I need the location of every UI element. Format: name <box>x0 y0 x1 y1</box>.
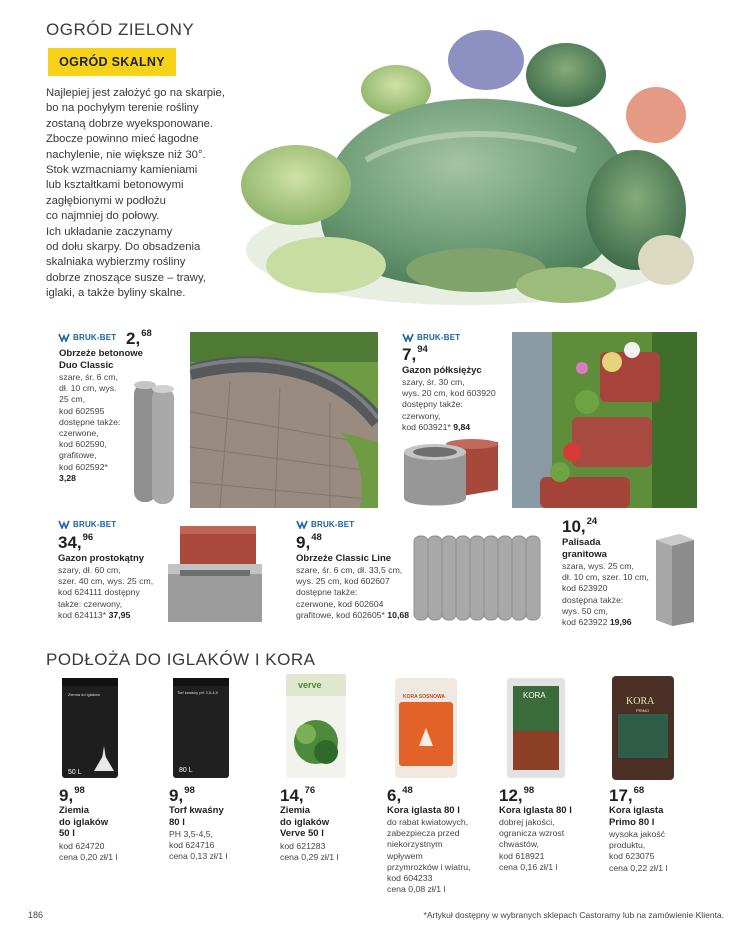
half-moon-planter-image <box>402 438 502 510</box>
intro-line: lub kształtkami betonowymi <box>46 179 184 192</box>
intro-line: Zbocze powinno mieć łagodne <box>46 133 199 146</box>
desc-line: kod 604233 <box>387 873 433 884</box>
desc-line: cena 0,20 zł/1 l <box>59 852 118 863</box>
product-name <box>169 805 224 828</box>
desc-line: szara, wys. 25 cm, <box>562 561 634 571</box>
desc-line: kod 624113* <box>58 609 107 620</box>
planter-flowers-photo <box>512 332 697 508</box>
brand-mark-icon <box>58 520 70 529</box>
price-cents: 24 <box>586 516 598 527</box>
desc-line: kod 621283 <box>280 841 326 851</box>
desc-line: dł. 10 cm, wys. <box>59 383 117 394</box>
price-main: 12, <box>499 786 523 805</box>
price-cents: 68 <box>141 328 152 339</box>
price-main: 17, <box>609 786 633 805</box>
price-main: 10, <box>562 517 586 536</box>
desc-line: 25 cm, <box>59 394 86 405</box>
desc-line: kod 624720 <box>59 841 105 851</box>
brand-mark-icon <box>402 333 414 342</box>
brand-name: BRUK-BET <box>73 333 117 342</box>
desc-line: czerwony, <box>402 410 441 421</box>
price <box>402 346 428 364</box>
brand-logo <box>296 520 354 529</box>
intro-line: co najmniej do połowy. <box>46 210 160 223</box>
product-description <box>499 817 564 873</box>
desc-line: dostępne także: <box>59 416 121 427</box>
bag-subtitle: PRIMO <box>636 708 650 713</box>
product-name-line: Obrzeże Classic Line <box>296 553 392 564</box>
price-cents: 96 <box>82 532 94 543</box>
desc-line: kod 623075 <box>609 851 655 862</box>
price <box>387 787 413 805</box>
alt-price: 10,68 <box>387 609 410 620</box>
desc-line: szer. 40 cm, wys. 25 cm, <box>58 576 154 587</box>
conifer-soil-bag-image <box>60 676 120 780</box>
product-name-line: Ziemia <box>280 805 311 816</box>
desc-line: kod 624716 <box>169 840 215 851</box>
desc-line: wys. 50 cm, <box>562 605 608 616</box>
brand-name: BRUK-BET <box>417 333 461 342</box>
product-description <box>59 372 120 484</box>
desc-line: dostępny także: <box>402 399 463 410</box>
price <box>126 330 152 348</box>
product-name <box>562 537 607 560</box>
product-description <box>402 377 496 433</box>
desc-line: cena 0,08 zł/1 l <box>387 884 446 895</box>
product-description <box>609 829 667 874</box>
intro-line: bo na pochyłym terenie rośliny <box>46 102 199 115</box>
desc-line: kod 602595 <box>59 405 105 416</box>
product-name-line: Obrzeże betonowe <box>59 348 143 359</box>
bag-volume-label: 80 L <box>179 767 193 774</box>
page-number: 186 <box>28 910 44 920</box>
product-name <box>499 805 572 817</box>
price <box>58 534 93 552</box>
product-name-line: Kora iglasta <box>609 805 664 816</box>
product-name-line: Primo 80 l <box>609 816 655 828</box>
bag-top-text: Ziemia do iglaków <box>68 692 101 697</box>
price-cents: 94 <box>417 344 428 355</box>
product-name-line: Duo Classic <box>59 359 114 371</box>
price <box>59 787 85 805</box>
product-name <box>280 805 329 840</box>
intro-line: dobrze znoszące susze – trawy, <box>46 271 206 284</box>
desc-line: wys. 25 cm, kod 602607 <box>296 576 390 587</box>
verve-soil-bag-image <box>284 672 348 780</box>
product-name-line: Gazon półksiężyc <box>402 365 482 376</box>
desc-line: ogranicza wzrost <box>499 828 565 839</box>
desc-line: także: czerwony, <box>58 598 123 609</box>
classic-line-edging-image <box>412 532 544 624</box>
product-name-line: 80 l <box>169 816 185 828</box>
desc-line: szare, śr. 6 cm, <box>59 372 118 382</box>
bag-product-label: KORA <box>523 691 546 700</box>
desc-line: szare, śr. 6 cm, dł. 33,5 cm, <box>296 565 403 575</box>
price <box>499 787 534 805</box>
alt-price: 3,28 <box>59 472 76 483</box>
pine-bark-bag-image <box>393 676 459 780</box>
edging-installation-photo <box>190 332 378 508</box>
brand-logo <box>58 333 116 342</box>
intro-line: od dołu skarpy. Do obsadzenia <box>46 241 201 254</box>
product-name <box>58 553 144 565</box>
brand-name: BRUK-BET <box>311 520 355 529</box>
desc-line: dostępna także: <box>562 594 624 605</box>
intro-line: zostaną dobrze wyeksponowane. <box>46 117 214 130</box>
desc-line: czerwone, kod 602604 <box>296 598 384 609</box>
desc-line: cena 0,13 zł/1 l <box>169 851 228 862</box>
section-title: PODŁOŻA DO IGLAKÓW I KORA <box>46 650 316 669</box>
brand-name: BRUK-BET <box>73 520 117 529</box>
intro-line: nachylenie, nie większe niż 30°. <box>46 148 206 161</box>
alt-price: 37,95 <box>108 609 131 620</box>
brand-logo <box>58 520 116 529</box>
price-main: 9, <box>296 533 311 552</box>
bark-bag-image <box>505 676 567 780</box>
category-badge: OGRÓD SKALNY <box>48 48 176 76</box>
granite-palisade-image <box>650 530 698 628</box>
price <box>609 787 644 805</box>
product-name-line: Kora iglasta 80 l <box>499 805 572 816</box>
edging-post-image <box>130 378 180 508</box>
product-name-line: Torf kwaśny <box>169 805 224 816</box>
product-name-line: Palisada <box>562 537 601 548</box>
price <box>169 787 195 805</box>
desc-line: czerwone, <box>59 428 99 439</box>
desc-line: dł. 10 cm, szer. 10 cm, <box>562 572 649 583</box>
product-name-line: Gazon prostokątny <box>58 553 145 564</box>
desc-line: szary, śr. 30 cm, <box>402 377 465 387</box>
price <box>296 534 322 552</box>
intro-line: zagłębionymi w podłożu <box>46 194 166 207</box>
price <box>562 518 597 536</box>
desc-line: PH 3,5-4,5, <box>169 829 213 839</box>
price-main: 6, <box>387 786 402 805</box>
intro-text <box>46 86 256 302</box>
product-description <box>58 565 153 621</box>
rock-garden-illustration <box>236 20 696 310</box>
price-main: 7, <box>402 345 417 364</box>
footnote: *Artykuł dostępny w wybranych sklepach Castoramy lub na zamówienie Klienta. <box>423 910 724 920</box>
product-name-line: do iglaków <box>59 816 109 828</box>
price-cents: 98 <box>523 785 535 796</box>
desc-line: grafitowe, <box>59 450 97 461</box>
desc-line: cena 0,29 zł/1 l <box>280 852 339 863</box>
desc-line: wysoka jakość <box>609 829 666 839</box>
section-title: OGRÓD ZIELONY <box>46 20 195 39</box>
desc-line: kod 602592* <box>59 461 108 472</box>
product-description <box>169 829 227 863</box>
alt-price: 19,96 <box>609 617 632 628</box>
desc-line: kod 623922 <box>562 617 608 628</box>
brand-mark-icon <box>58 333 70 342</box>
bag-top-text: Torf kwaśny pH 3,5-4,5 <box>177 690 218 695</box>
desc-line: zabezpiecza przed <box>387 828 460 839</box>
desc-line: dobrej jakości, <box>499 817 555 827</box>
product-name <box>387 805 460 817</box>
intro-line: iglaki, a także byliny skalne. <box>46 287 186 300</box>
bag-product-label: KORA <box>626 696 655 707</box>
product-name <box>402 365 482 377</box>
price <box>280 787 315 805</box>
bag-brand-label: verve <box>298 680 322 690</box>
price-cents: 98 <box>184 785 195 796</box>
intro-line: Stok wzmacniamy kamieniami <box>46 164 198 177</box>
product-description <box>296 565 409 621</box>
desc-line: przymrozków i wiatru, <box>387 861 471 872</box>
intro-line: Najlepiej jest założyć go na skarpie, <box>46 87 225 99</box>
product-name <box>59 805 108 840</box>
desc-line: cena 0,16 zł/1 l <box>499 861 558 872</box>
price-cents: 68 <box>633 785 645 796</box>
rectangular-planter-image <box>168 526 262 622</box>
product-name-line: do iglaków <box>280 816 330 828</box>
price-cents: 76 <box>304 785 316 796</box>
desc-line: kod 603921* <box>402 421 451 432</box>
alt-price: 9,84 <box>453 421 471 432</box>
desc-line: szary, dł. 60 cm, <box>58 565 121 575</box>
bag-product-label: KORA SOSNOWA <box>403 694 446 700</box>
desc-line: kod 623920 <box>562 583 608 594</box>
intro-line: Ich układanie zaczynamy <box>46 225 173 238</box>
desc-line: kod 602590, <box>59 439 107 450</box>
desc-line: kod 624111 dostępny <box>58 587 140 598</box>
price-main: 2, <box>126 329 141 348</box>
price-cents: 48 <box>402 785 413 796</box>
desc-line: chwastów, <box>499 839 540 850</box>
desc-line: cena 0,22 zł/1 l <box>609 862 668 873</box>
primo-bark-bag-image <box>610 674 676 782</box>
desc-line: kod 618921 <box>499 850 545 861</box>
product-name <box>59 348 143 371</box>
desc-line: do rabat kwiatowych, <box>387 817 469 827</box>
product-description <box>387 817 471 895</box>
price-cents: 98 <box>74 785 85 796</box>
price-main: 9, <box>169 786 184 805</box>
price-cents: 48 <box>311 532 322 543</box>
product-name-line: granitowa <box>562 548 607 560</box>
product-description <box>562 561 649 628</box>
desc-line: wys. 20 cm, kod 603920 <box>402 388 496 399</box>
product-name-line: Kora iglasta 80 l <box>387 805 460 816</box>
brand-logo <box>402 333 460 342</box>
product-name-line: Verve 50 l <box>280 828 324 839</box>
desc-line: niekorzystnym <box>387 839 443 850</box>
price-main: 9, <box>59 786 74 805</box>
product-name-line: 50 l <box>59 828 75 839</box>
intro-line: skalniaka wybierzmy rośliny <box>46 256 186 269</box>
desc-line: dostępne także: <box>296 587 358 598</box>
price-main: 14, <box>280 786 304 805</box>
product-description <box>280 841 338 863</box>
acid-peat-bag-image <box>171 676 231 780</box>
product-description <box>59 841 117 863</box>
desc-line: wpływem <box>387 850 423 861</box>
bag-volume-label: 50 L <box>68 769 82 776</box>
price-main: 34, <box>58 533 82 552</box>
desc-line: produktu, <box>609 840 646 851</box>
brand-mark-icon <box>296 520 308 529</box>
product-name-line: Ziemia <box>59 805 90 816</box>
desc-line: grafitowe, kod 602605* <box>296 609 385 620</box>
product-name <box>296 553 391 565</box>
product-name <box>609 805 663 828</box>
